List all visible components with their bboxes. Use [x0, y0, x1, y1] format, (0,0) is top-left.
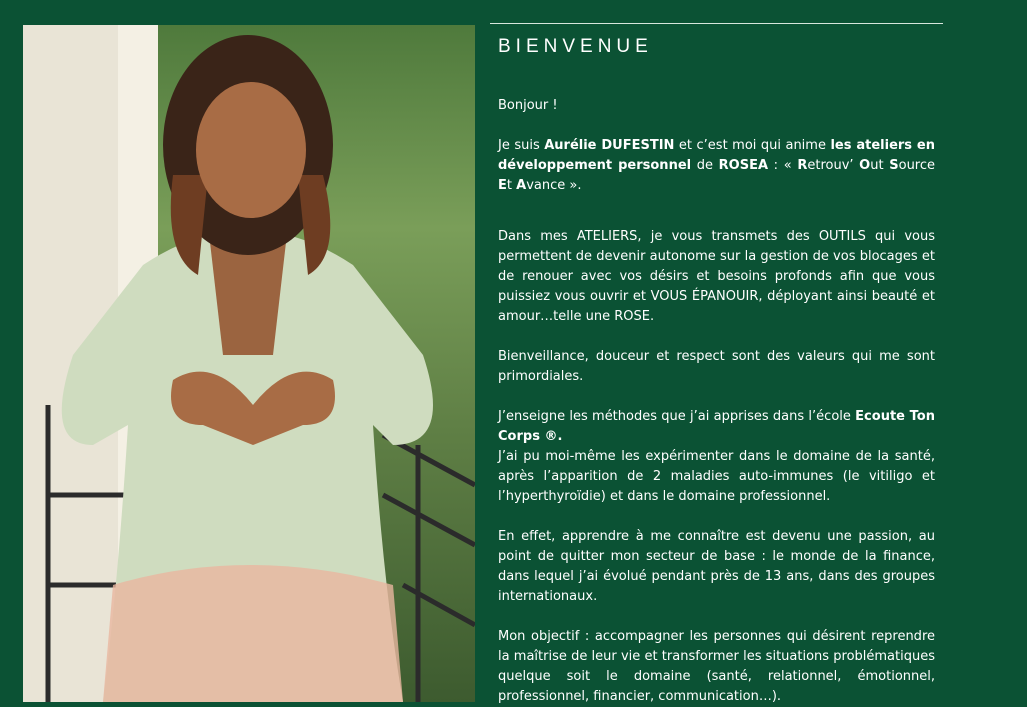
ateliers-paragraph: Dans mes ATELIERS, je vous transmets des OUTILS qui vous permettent de devenir autonome sur la gestion de vos blocages et de renouer avec vos désirs et besoins profonds afin que vous puissiez vous ouvrir et VOUS ÉPANOUIR, déployant ainsi beauté et amour…telle une ROSE. [498, 229, 935, 324]
methods-paragraph: J’enseigne les méthodes que j’ai apprises dans l’école Ecoute Ton Corps ®. J’ai pu moi-même les expérimenter dans le domaine de la santé, après l’apparition de 2 maladies auto-immunes (le vitiligo et l’hyperthyroïdie) et dans le domaine professionnel. [498, 409, 935, 504]
header-divider [490, 23, 943, 24]
page-title: BIENVENUE [498, 36, 653, 57]
welcome-section [498, 36, 935, 707]
portrait-photo [23, 25, 475, 702]
greeting-text: Bonjour ! [498, 98, 558, 113]
author-name: Aurélie DUFESTIN [544, 138, 675, 153]
passion-paragraph: En effet, apprendre à me connaître est devenu une passion, au point de quitter mon secteur de base : le monde de la finance, dans lequel j’ai évolué pendant près de 13 ans, dans des groupes internationaux. [498, 529, 935, 604]
workshops-highlight: les ateliers en développement personnel [498, 138, 935, 173]
school-name: Ecoute Ton Corps ®. [498, 409, 935, 444]
values-paragraph: Bienveillance, douceur et respect sont des valeurs qui me sont primordiales. [498, 349, 935, 384]
brand-name: ROSEA [718, 158, 769, 173]
intro-paragraph: Je suis Aurélie DUFESTIN et c’est moi qui anime les ateliers en développement personnel de ROSEA : « Retrouv’ Out Source Et Avance ». [498, 138, 936, 193]
objective-paragraph: Mon objectif : accompagner les personnes qui désirent reprendre la maîtrise de leur vie et transformer les situations problématiques quelque soit le domaine (santé, relationnel, émotionnel, professionnel, financier, communication…). [498, 629, 935, 704]
portrait-illustration [23, 25, 475, 702]
